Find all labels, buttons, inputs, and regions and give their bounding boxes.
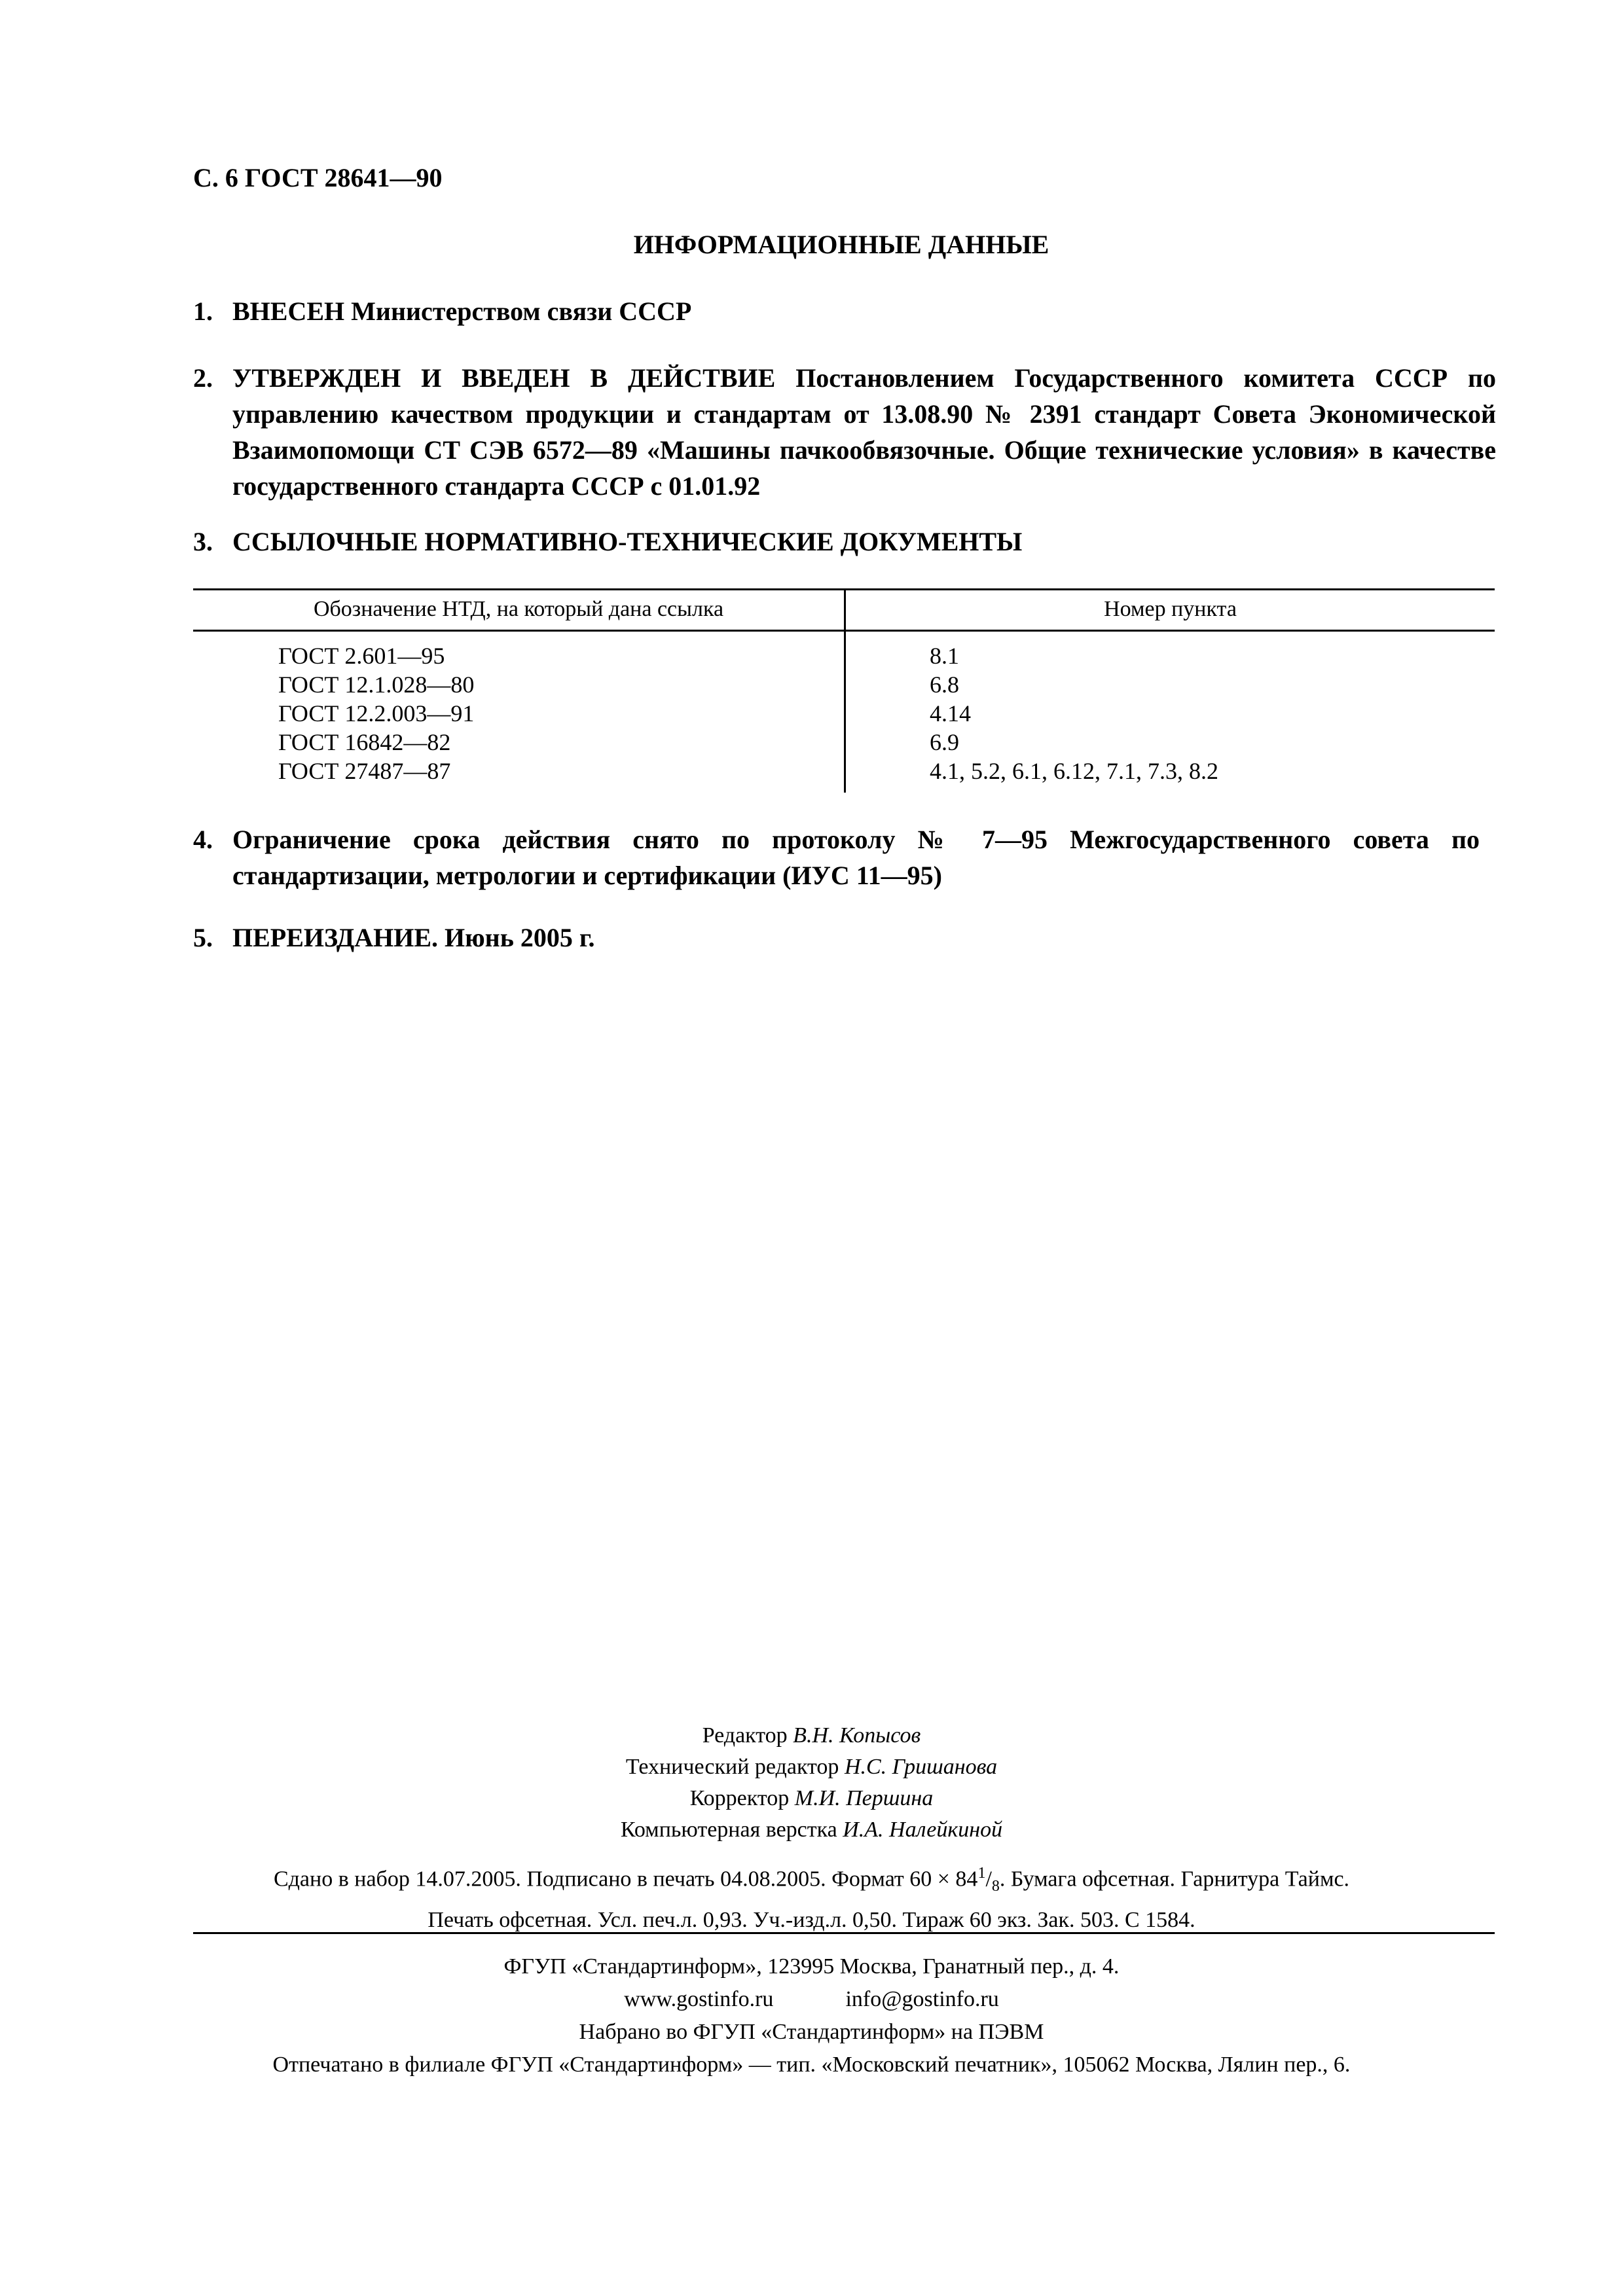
email-link[interactable]: info@gostinfo.ru xyxy=(845,1987,999,2011)
credit-line xyxy=(0,1751,1623,1783)
credit-line xyxy=(0,1814,1623,1846)
item-text: Ограничение срока действия снято по протоколу № 7—95 Межгосударственного совета по стандартизации, метрологии и сертификации (ИУС 11—95) xyxy=(232,825,1480,890)
credit-line xyxy=(0,1783,1623,1814)
website-link[interactable]: www.gostinfo.ru xyxy=(624,1987,774,2011)
typeset-note: Набрано во ФГУП «Стандартинформ» на ПЭВМ xyxy=(579,2020,1044,2044)
item-lead: ССЫЛОЧНЫЕ НОРМАТИВНО-ТЕХНИЧЕСКИЕ ДОКУМЕНТЫ xyxy=(232,527,1023,556)
table-cell: 6.8 xyxy=(930,672,959,698)
imprint-line xyxy=(0,1856,1623,1903)
table-cell: 4.1, 5.2, 6.1, 6.12, 7.1, 7.3, 8.2 xyxy=(930,758,1218,784)
credit-role: Редактор xyxy=(702,1723,788,1748)
list-item xyxy=(193,821,1480,900)
imprint-text: Сдано в набор 14.07.2005. Подписано в печать 04.08.2005. Формат 60 × 84 xyxy=(273,1867,978,1892)
credits-block xyxy=(0,1720,1623,1846)
item-number: 2. xyxy=(193,363,213,393)
table-cell: ГОСТ 16842—82 xyxy=(278,729,451,755)
credit-role: Компьютерная верстка xyxy=(620,1818,837,1842)
imprint-line: Печать офсетная. Усл. печ.л. 0,93. Уч.-изд.л. 0,50. Тираж 60 экз. Зак. 503. С 1584. xyxy=(428,1908,1195,1933)
table-cell: ГОСТ 27487—87 xyxy=(278,758,451,784)
printed-note: Отпечатано в филиале ФГУП «Стандартинформ» — тип. «Московский печатник», 105062 Москва, Лялин пер., 6. xyxy=(272,2053,1351,2077)
table-column-designation xyxy=(278,641,474,785)
item-text: Министерством связи СССР xyxy=(344,296,692,326)
table-header-designation: Обозначение НТД, на который дана ссылка xyxy=(313,597,724,621)
list-item xyxy=(193,920,1496,959)
footer-rule xyxy=(193,1932,1495,1934)
list-item xyxy=(193,524,1496,563)
publisher-footer xyxy=(0,1950,1623,2081)
credit-line xyxy=(0,1720,1623,1751)
table-cell: 6.9 xyxy=(930,729,959,755)
item-number: 4. xyxy=(193,825,213,854)
format-fraction-slash: / xyxy=(985,1867,992,1892)
page-title: ИНФОРМАЦИОННЫЕ ДАННЫЕ xyxy=(633,230,1049,259)
list-item xyxy=(193,293,1496,332)
credit-role: Корректор xyxy=(689,1786,790,1810)
credit-name: Н.С. Гришанова xyxy=(844,1755,998,1779)
credit-name: В.Н. Копысов xyxy=(793,1723,921,1748)
item-text: Постановлением Государственного комитета СССР по управлению качеством продукции и стандартам от 13.08.90 № 2391 стандарт Совета Экономической Взаимопомощи СТ СЭВ 6572—89 «Машины пачкообвязочные. Общие технические условия» в качестве государственного стандарта СССР с 01.01.92 xyxy=(232,363,1497,501)
table-column-clause xyxy=(930,641,1218,785)
item-lead: ВНЕСЕН xyxy=(232,296,345,326)
item-number: 1. xyxy=(193,296,213,326)
page-reference: С. 6 ГОСТ 28641—90 xyxy=(193,163,443,192)
item-lead: УТВЕРЖДЕН И ВВЕДЕН В ДЕЙСТВИЕ xyxy=(232,363,776,393)
format-fraction-numerator: 1 xyxy=(977,1865,986,1882)
table-cell: ГОСТ 12.1.028—80 xyxy=(278,672,475,698)
table-cell: ГОСТ 2.601—95 xyxy=(278,643,445,669)
credit-name: М.И. Першина xyxy=(794,1786,934,1810)
table-cell: 8.1 xyxy=(930,643,959,669)
item-text: ПЕРЕИЗДАНИЕ. Июнь 2005 г. xyxy=(232,923,595,952)
imprint-block xyxy=(0,1856,1623,1937)
credit-name: И.А. Налейкиной xyxy=(843,1818,1003,1842)
table-header-clause: Номер пункта xyxy=(1104,597,1237,621)
item-number: 3. xyxy=(193,527,213,556)
table-cell: ГОСТ 12.2.003—91 xyxy=(278,700,475,726)
item-number: 5. xyxy=(193,923,213,952)
format-fraction-denominator: 8 xyxy=(991,1878,1000,1895)
imprint-text: . Бумага офсетная. Гарнитура Таймс. xyxy=(999,1867,1350,1892)
publisher-address: ФГУП «Стандартинформ», 123995 Москва, Гранатный пер., д. 4. xyxy=(503,1954,1120,1979)
contact-line xyxy=(0,1983,1623,2016)
credit-role: Технический редактор xyxy=(625,1755,839,1779)
table-cell: 4.14 xyxy=(930,700,971,726)
list-item xyxy=(193,360,1496,511)
